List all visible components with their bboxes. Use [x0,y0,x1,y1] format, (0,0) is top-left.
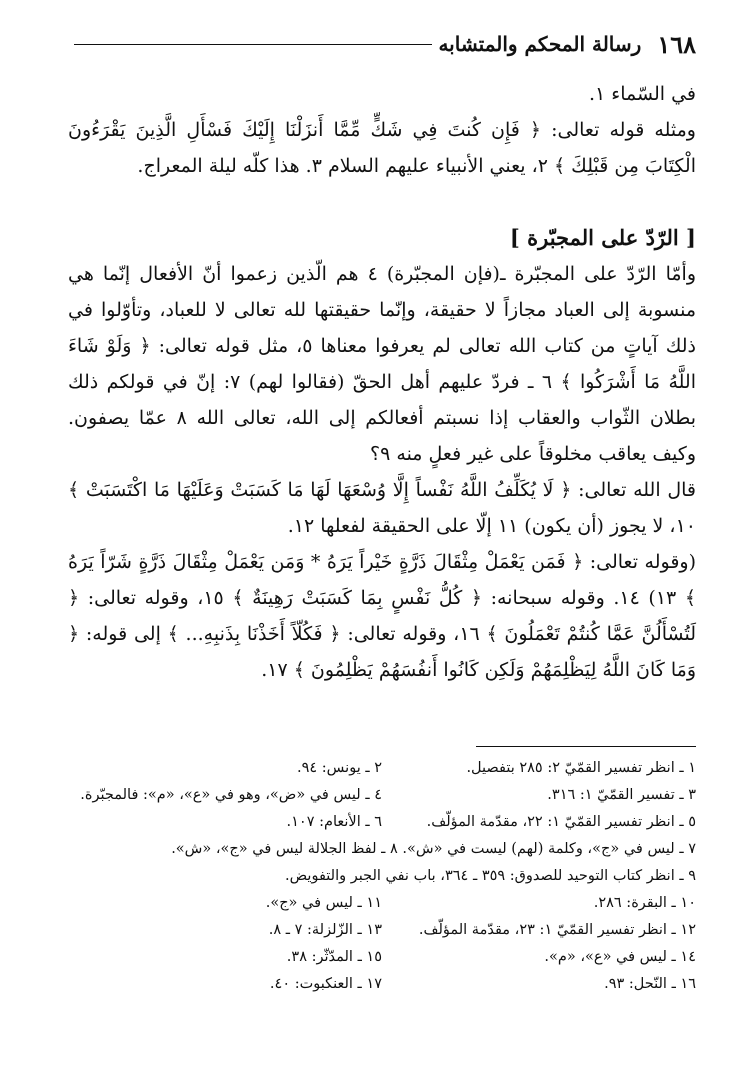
footnote-row [68,971,696,998]
footnote-2: ٢ ـ يونس: ٩٤. [297,760,382,776]
footnote-row [68,917,696,944]
footnote-17: ١٧ ـ العنكبوت: ٤٠. [269,976,382,992]
running-title: رسالة المحكم والمتشابه [438,32,642,56]
footnote-5: ٥ ـ انظر تفسير القمّيّ ١: ٢٢، مقدّمة المؤلّف. [426,814,696,830]
footnote-row [68,809,696,836]
footnote-14: ١٤ ـ ليس في «ع»، «م». [544,949,696,965]
header-rule [74,44,432,45]
footnote-rule [476,746,696,747]
running-header [68,28,696,60]
footnote-7-8: ٧ ـ ليس في «ج»، وكلمة (لهم) ليست في «ش». ٨ ـ لفظ الجلالة ليس في «ج»، «ش». [171,841,696,857]
footnote-11: ١١ ـ ليس في «ج». [265,895,382,911]
page-number: ١٦٨ [657,29,696,59]
paragraph-wa-qawluhu: (وقوله تعالى: ﴿ فَمَن يَعْمَلْ مِثْقَالَ ذَرَّةٍ خَيْراً يَرَهُ * وَمَن يَعْمَلْ مِثْقَالَ ذَرَّةٍ شَرّاً يَرَهُ ﴾ ١٣) ١٤. وقوله سبحانه: ﴿ كُلُّ نَفْسٍ بِمَا كَسَبَتْ رَهِينَةٌ ﴾ ١٥، وقوله تعالى: ﴿ لَتُسْأَلُنَّ عَمَّا كُنتُمْ تَعْمَلُونَ ﴾ ١٦، وقوله تعالى: ﴿ فَكُلّاً أَخَذْنَا بِذَنبِهِ... ﴾ إلى قوله: ﴿ وَمَا كَانَ اللَّهُ لِيَظْلِمَهُمْ وَلَكِن كَانُوا أَنفُسَهُمْ يَظْلِمُونَ ﴾ ١٧. [68,551,696,681]
paragraph-qala-allah: قال الله تعالى: ﴿ لَا يُكَلِّفُ اللَّهُ نَفْساً إِلَّا وُسْعَهَا لَهَا مَا كَسَبَتْ وَعَلَيْهَا مَا اكْتَسَبَتْ ﴾ ١٠، لا يجوز (أن يكون) ١١ إلّا على الحقيقة لفعلها ١٢. [68,479,696,537]
footnote-row [68,890,696,917]
footnote-15: ١٥ ـ المدّثّر: ٣٨. [286,949,382,965]
footnote-6: ٦ ـ الأنعام: ١٠٧. [286,814,382,830]
footnote-12: ١٢ ـ انظر تفسير القمّيّ ١: ٢٣، مقدّمة المؤلّف. [418,922,696,938]
footnote-1: ١ ـ انظر تفسير القمّيّ ٢: ٢٨٥ بتفصيل. [466,760,696,776]
footnote-16: ١٦ ـ النّحل: ٩٣. [604,976,696,992]
footnotes [68,746,696,998]
section-heading: [ الرّدّ على المجبّرة ] [509,225,696,250]
paragraph-mujbira: وأمّا الرّدّ على المجبّرة ـ(فإن المجبّرة) ٤ هم الّذين زعموا أنّ الأفعال إنّما هي منسوبة إلى العباد مجازاً لا حقيقة، وإنّما حقيقتها لله تعالى لا للعباد، وتأوّلوا في ذلك آياتٍ من كتاب الله تعالى لم يعرفوا معناها ٥، مثل قوله تعالى: ﴿ وَلَوْ شَاءَ اللَّهُ مَا أَشْرَكُوا ﴾ ٦ ـ فردّ عليهم أهل الحقّ (فقالوا لهم) ٧: إنّ في قولكم ذلك بطلان الثّواب والعقاب إذا نسبتم أفعالكم إلى الله، تعالى الله ٨ عمّا يصفون. وكيف يعاقب مخلوقاً على غير فعلٍ منه ٩؟ [68,263,697,465]
footnote-9: ٩ ـ انظر كتاب التوحيد للصدوق: ٣٥٩ ـ ٣٦٤، باب نفي الجبر والتفويض. [285,868,696,884]
paragraph-mithluhu: ومثله قوله تعالى: ﴿ فَإِن كُنتَ فِي شَكٍّ مِّمَّا أَنزَلْنَا إِلَيْكَ فَسْأَلِ الَّذِينَ يَقْرَءُونَ الْكِتَابَ مِن قَبْلِكَ ﴾ ٢، يعني الأنبياء عليهم السلام ٣. هذا كلّه ليلة المعراج. [68,119,696,177]
footnote-10: ١٠ ـ البقرة: ٢٨٦. [593,895,696,911]
paragraph-continuation: في السّماء ١. [589,83,696,105]
footnote-4: ٤ ـ ليس في «ض»، وهو في «ع»، «م»: فالمجبّرة. [80,787,382,803]
footnote-row [68,755,696,782]
footnote-3: ٣ ـ تفسير القمّيّ ١: ٣١٦. [547,787,696,803]
footnote-row [68,782,696,809]
footnote-row [68,944,696,971]
footnote-13: ١٣ ـ الزّلزلة: ٧ ـ ٨. [268,922,382,938]
main-text [68,76,696,688]
